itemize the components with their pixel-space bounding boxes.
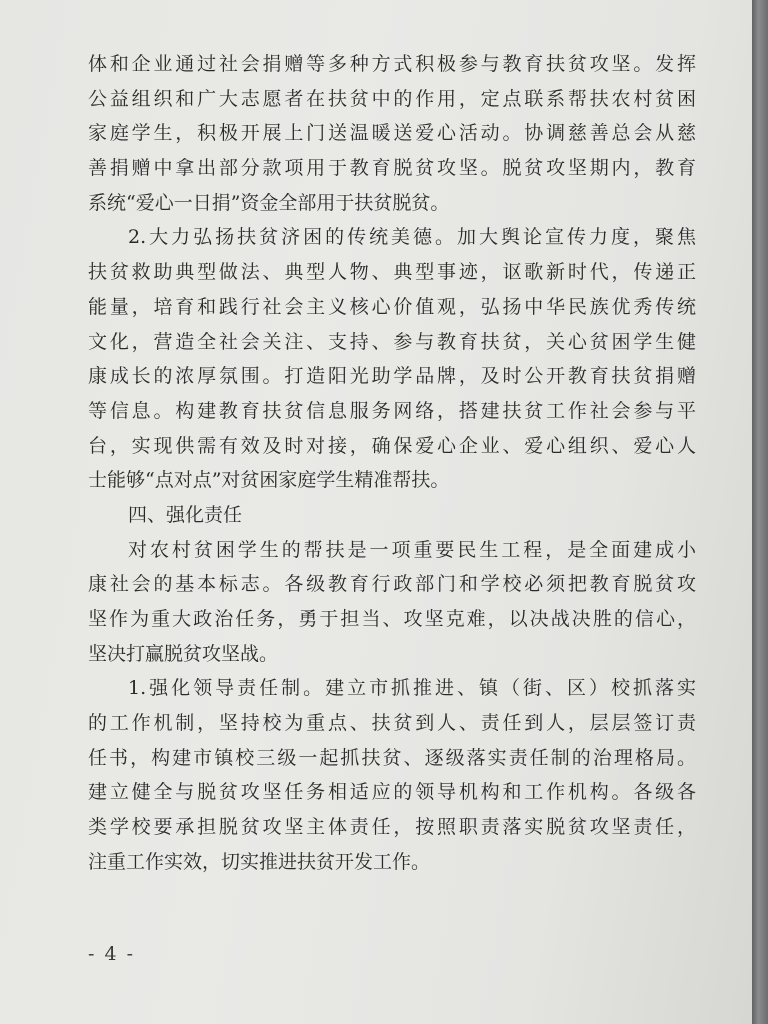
text-line: 任书，构建市镇校三级一起抓扶贫、逐级落实责任制的治理格局。 [88,746,696,769]
page-number: - 4 - [88,943,136,965]
paragraph-start: 对农村贫困学生的帮扶是一项重要民生工程，是全面建成小 [128,538,696,561]
text-line: 体和企业通过社会捐赠等多种方式积极参与教育扶贫攻坚。发挥 [88,53,696,75]
text-line: 注重工作实效，切实推进扶贫开发工作。 [88,850,431,873]
text-line: 善捐赠中拿出部分款项用于教育脱贫攻坚。脱贫攻坚期内，教育 [88,157,696,180]
text-line: 建立健全与脱贫攻坚任务相适应的领导机构和工作机构。各级各 [88,781,696,804]
text-line: 等信息。构建教育扶贫信息服务网络，搭建扶贫工作社会参与平 [88,399,696,422]
text-line: 文化，营造全社会关注、支持、参与教育扶贫，关心贫困学生健 [88,330,696,353]
text-line: 能量，培育和践行社会主义核心价值观，弘扬中华民族优秀传统 [88,295,696,318]
text-line: 的工作机制，坚持校为重点、扶贫到人、责任到人，层层签订责 [88,712,696,735]
text-line: 类学校要承担脱贫攻坚主体责任，按照职责落实脱贫攻坚责任， [88,816,696,839]
section-heading: 四、强化责任 [128,503,243,526]
text-line: 系统“爱心一日捐”资金全部用于扶贫脱贫。 [88,191,450,214]
text-line: 坚作为重大政治任务，勇于担当、攻坚克难，以决战决胜的信心， [88,608,696,630]
text-line: 台，实现供需有效及时对接，确保爱心企业、爱心组织、爱心人 [88,434,696,457]
text-line: 坚决打赢脱贫攻坚战。 [88,642,279,665]
paragraph-start: 1.强化领导责任制。建立市抓推进、镇（街、区）校抓落实 [128,677,696,700]
paragraph-start: 2.大力弘扬扶贫济困的传统美德。加大舆论宣传力度，聚焦 [128,226,696,249]
body-text [88,47,696,880]
text-line: 公益组织和广大志愿者在扶贫中的作用，定点联系帮扶农村贫困 [88,87,696,110]
text-line: 康社会的基本标志。各级教育行政部门和学校必须把教育脱贫攻 [88,573,696,596]
text-line: 康成长的浓厚氛围。打造阳光助学品牌，及时公开教育扶贫捐赠 [88,365,696,388]
text-line: 扶贫救助典型做法、典型人物、典型事迹，讴歌新时代，传递正 [88,261,696,284]
text-line: 士能够“点对点”对贫困家庭学生精准帮扶。 [88,469,450,492]
background-edge [752,0,768,1024]
text-line: 家庭学生，积极开展上门送温暖送爱心活动。协调慈善总会从慈 [88,122,696,145]
